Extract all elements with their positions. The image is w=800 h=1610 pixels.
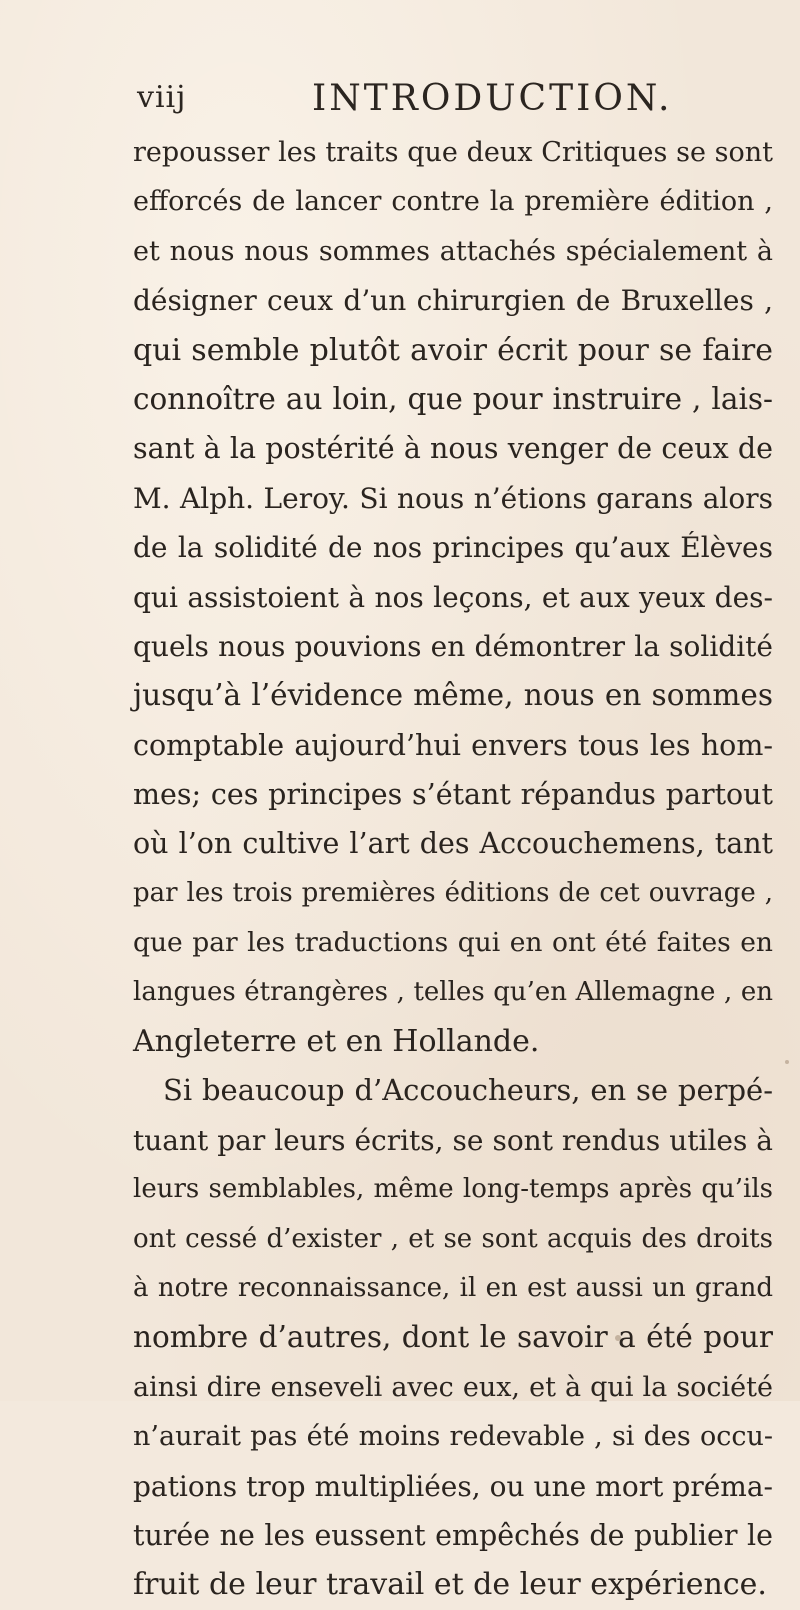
text-line: et nous nous sommes attachés spécialement à [133,235,773,267]
text-line: où l’on cultive l’art des Accouchemens, tant [133,827,773,861]
text-line: sant à la postérité à nous venger de ceux de [133,432,773,466]
text-line: désigner ceux d’un chirurgien de Bruxelles , [133,284,773,318]
text-line: leurs semblables, même long-temps après qu’ils [133,1174,773,1205]
text-line: repousser les traits que deux Critiques se sont [133,137,773,168]
text-line: ainsi dire enseveli avec eux, et à qui la société [133,1371,773,1403]
text-line: qui assistoient à nos leçons, et aux yeux des- [133,580,773,614]
paper-speck [615,1335,621,1341]
text-line: turée ne les eussent empêchés de publier le [133,1518,773,1552]
text-line: de la solidité de nos principes qu’aux Élèves [133,531,773,565]
text-line: ont cessé d’exister , et se sont acquis des droits [133,1223,773,1254]
text-line: fruit de leur travail et de leur expérience. [133,1567,767,1603]
text-line: que par les traductions qui en ont été faites en [133,927,773,959]
paragraph-1 [133,128,773,1066]
text-line: connoître au loin, que pour instruire , lais- [133,381,773,416]
text-line: pations trop multipliées, ou une mort préma- [133,1469,773,1503]
page-header [0,78,800,128]
text-line: efforcés de lancer contre la première édition , [133,186,773,218]
text-line: comptable aujourd’hui envers tous les hom- [133,728,773,762]
page-number: viij [137,80,187,115]
text-line: Angleterre et en Hollande. [133,1024,540,1060]
text-line: nombre d’autres, dont le savoir a été pour [133,1320,773,1355]
paragraph-2 [133,1066,773,1609]
text-line: quels nous pouvions en démontrer la solidité [133,629,773,663]
text-line: M. Alph. Leroy. Si nous n’étions garans alors [133,481,773,515]
text-line: mes; ces principes s’étant répandus partout [133,778,773,812]
text-line: par les trois premières éditions de cet ouvrage , [133,877,773,908]
text-line: qui semble plutôt avoir écrit pour se faire [133,332,773,368]
running-title: INTRODUCTION. [312,78,673,119]
text-line: tuant par leurs écrits, se sont rendus utiles à [133,1123,773,1157]
body-text [133,128,773,1610]
paper-speck [785,1060,789,1064]
text-line: n’aurait pas été moins redevable , si des occu- [133,1421,773,1453]
text-line: Si beaucoup d’Accoucheurs, en se perpé- [163,1073,773,1108]
text-line: jusqu’à l’évidence même, nous en sommes [133,678,773,713]
text-line: langues étrangères , telles qu’en Allemagne , en [133,976,773,1007]
text-line: à notre reconnaissance, il en est aussi un grand [133,1272,773,1303]
